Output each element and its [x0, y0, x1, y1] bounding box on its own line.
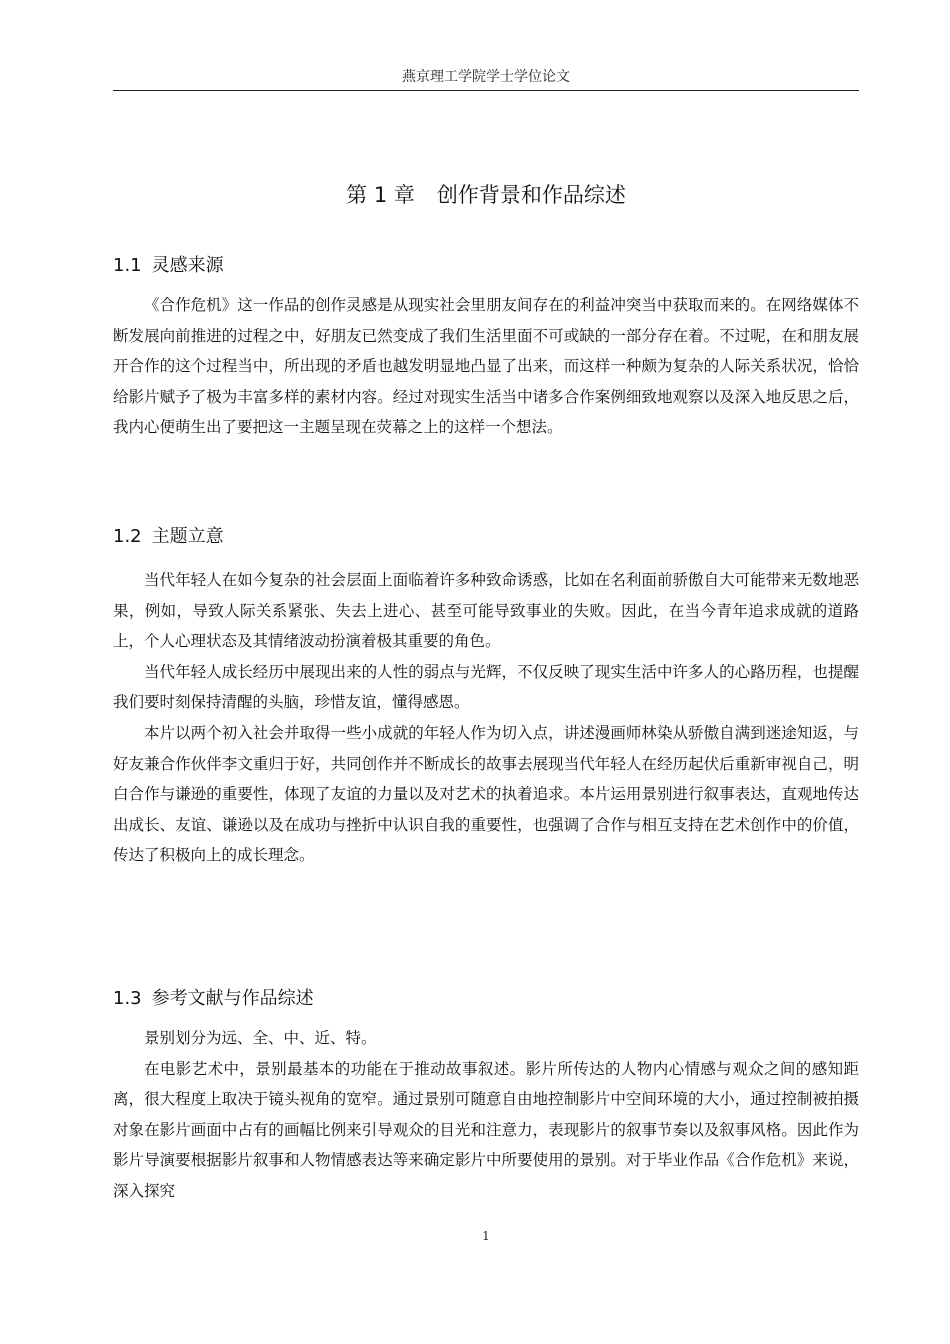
page-header: 燕京理工学院学士学位论文 — [113, 64, 859, 91]
section-body-1-1 — [113, 290, 859, 443]
section-heading-1-2 — [113, 522, 859, 552]
section-body-1-2 — [113, 565, 859, 871]
section-body-1-3 — [113, 1023, 859, 1207]
section-heading-1-3 — [113, 984, 859, 1014]
chapter-number: 第 1 章 — [346, 183, 415, 207]
section-title: 灵感来源 — [151, 255, 224, 276]
paragraph: 《合作危机》这一作品的创作灵感是从现实社会里朋友间存在的利益冲突当中获取而来的。在网络媒体不断发展向前推进的过程之中，好朋友已然变成了我们生活里面不可或缺的一部分存在着。不过呢，在和朋友展开合作的这个过程当中，所出现的矛盾也越发明显地凸显了出来，而这样一种颇为复杂的人际关系状况，恰恰给影片赋予了极为丰富多样的素材内容。经过对现实生活当中诸多合作案例细致地观察以及深入地反思之后，我内心便萌生出了要把这一主题呈现在荧幕之上的这样一个想法。 — [113, 296, 859, 437]
chapter-title-text: 创作背景和作品综述 — [436, 183, 626, 207]
paragraph: 当代年轻人成长经历中展现出来的人性的弱点与光辉，不仅反映了现实生活中许多人的心路历程，也提醒我们要时刻保持清醒的头脑，珍惜友谊，懂得感恩。 — [113, 662, 859, 712]
paragraph: 当代年轻人在如今复杂的社会层面上面临着许多种致命诱惑，比如在名利面前骄傲自大可能带来无数地恶果，例如，导致人际关系紧张、失去上进心、甚至可能导致事业的失败。因此，在当今青年追求成就的道路上，个人心理状态及其情绪波动扮演着极其重要的角色。 — [113, 571, 859, 651]
page-number: 1 — [482, 1229, 490, 1243]
section-title: 参考文献与作品综述 — [151, 988, 314, 1009]
paragraph: 景别划分为远、全、中、近、特。 — [144, 1029, 377, 1047]
section-number: 1.2 — [113, 526, 142, 547]
paragraph: 在电影艺术中，景别最基本的功能在于推动故事叙述。影片所传达的人物内心情感与观众之间的感知距离，很大程度上取决于镜头视角的宽窄。通过景别可随意自由地控制影片中空间环境的大小，通过控制被拍摄对象在影片画面中占有的画幅比例来引导观众的目光和注意力，表现影片的叙事节奏以及叙事风格。因此作为影片导演要根据影片叙事和人物情感表达等来确定影片中所要使用的景别。对于毕业作品《合作危机》来说，深入探究 — [113, 1059, 859, 1200]
section-title: 主题立意 — [151, 526, 224, 547]
section-number: 1.1 — [113, 255, 142, 276]
section-heading-1-1 — [113, 251, 859, 281]
chapter-title — [113, 178, 859, 212]
section-number: 1.3 — [113, 988, 142, 1009]
paragraph: 本片以两个初入社会并取得一些小成就的年轻人作为切入点，讲述漫画师林染从骄傲自满到迷途知返，与好友兼合作伙伴李文重归于好，共同创作并不断成长的故事去展现当代年轻人在经历起伏后重新审视自己，明白合作与谦逊的重要性，体现了友谊的力量以及对艺术的执着追求。本片运用景别进行叙事表达，直观地传达出成长、友谊、谦逊以及在成功与挫折中认识自我的重要性，也强调了合作与相互支持在艺术创作中的价值，传达了积极向上的成长理念。 — [113, 723, 859, 865]
